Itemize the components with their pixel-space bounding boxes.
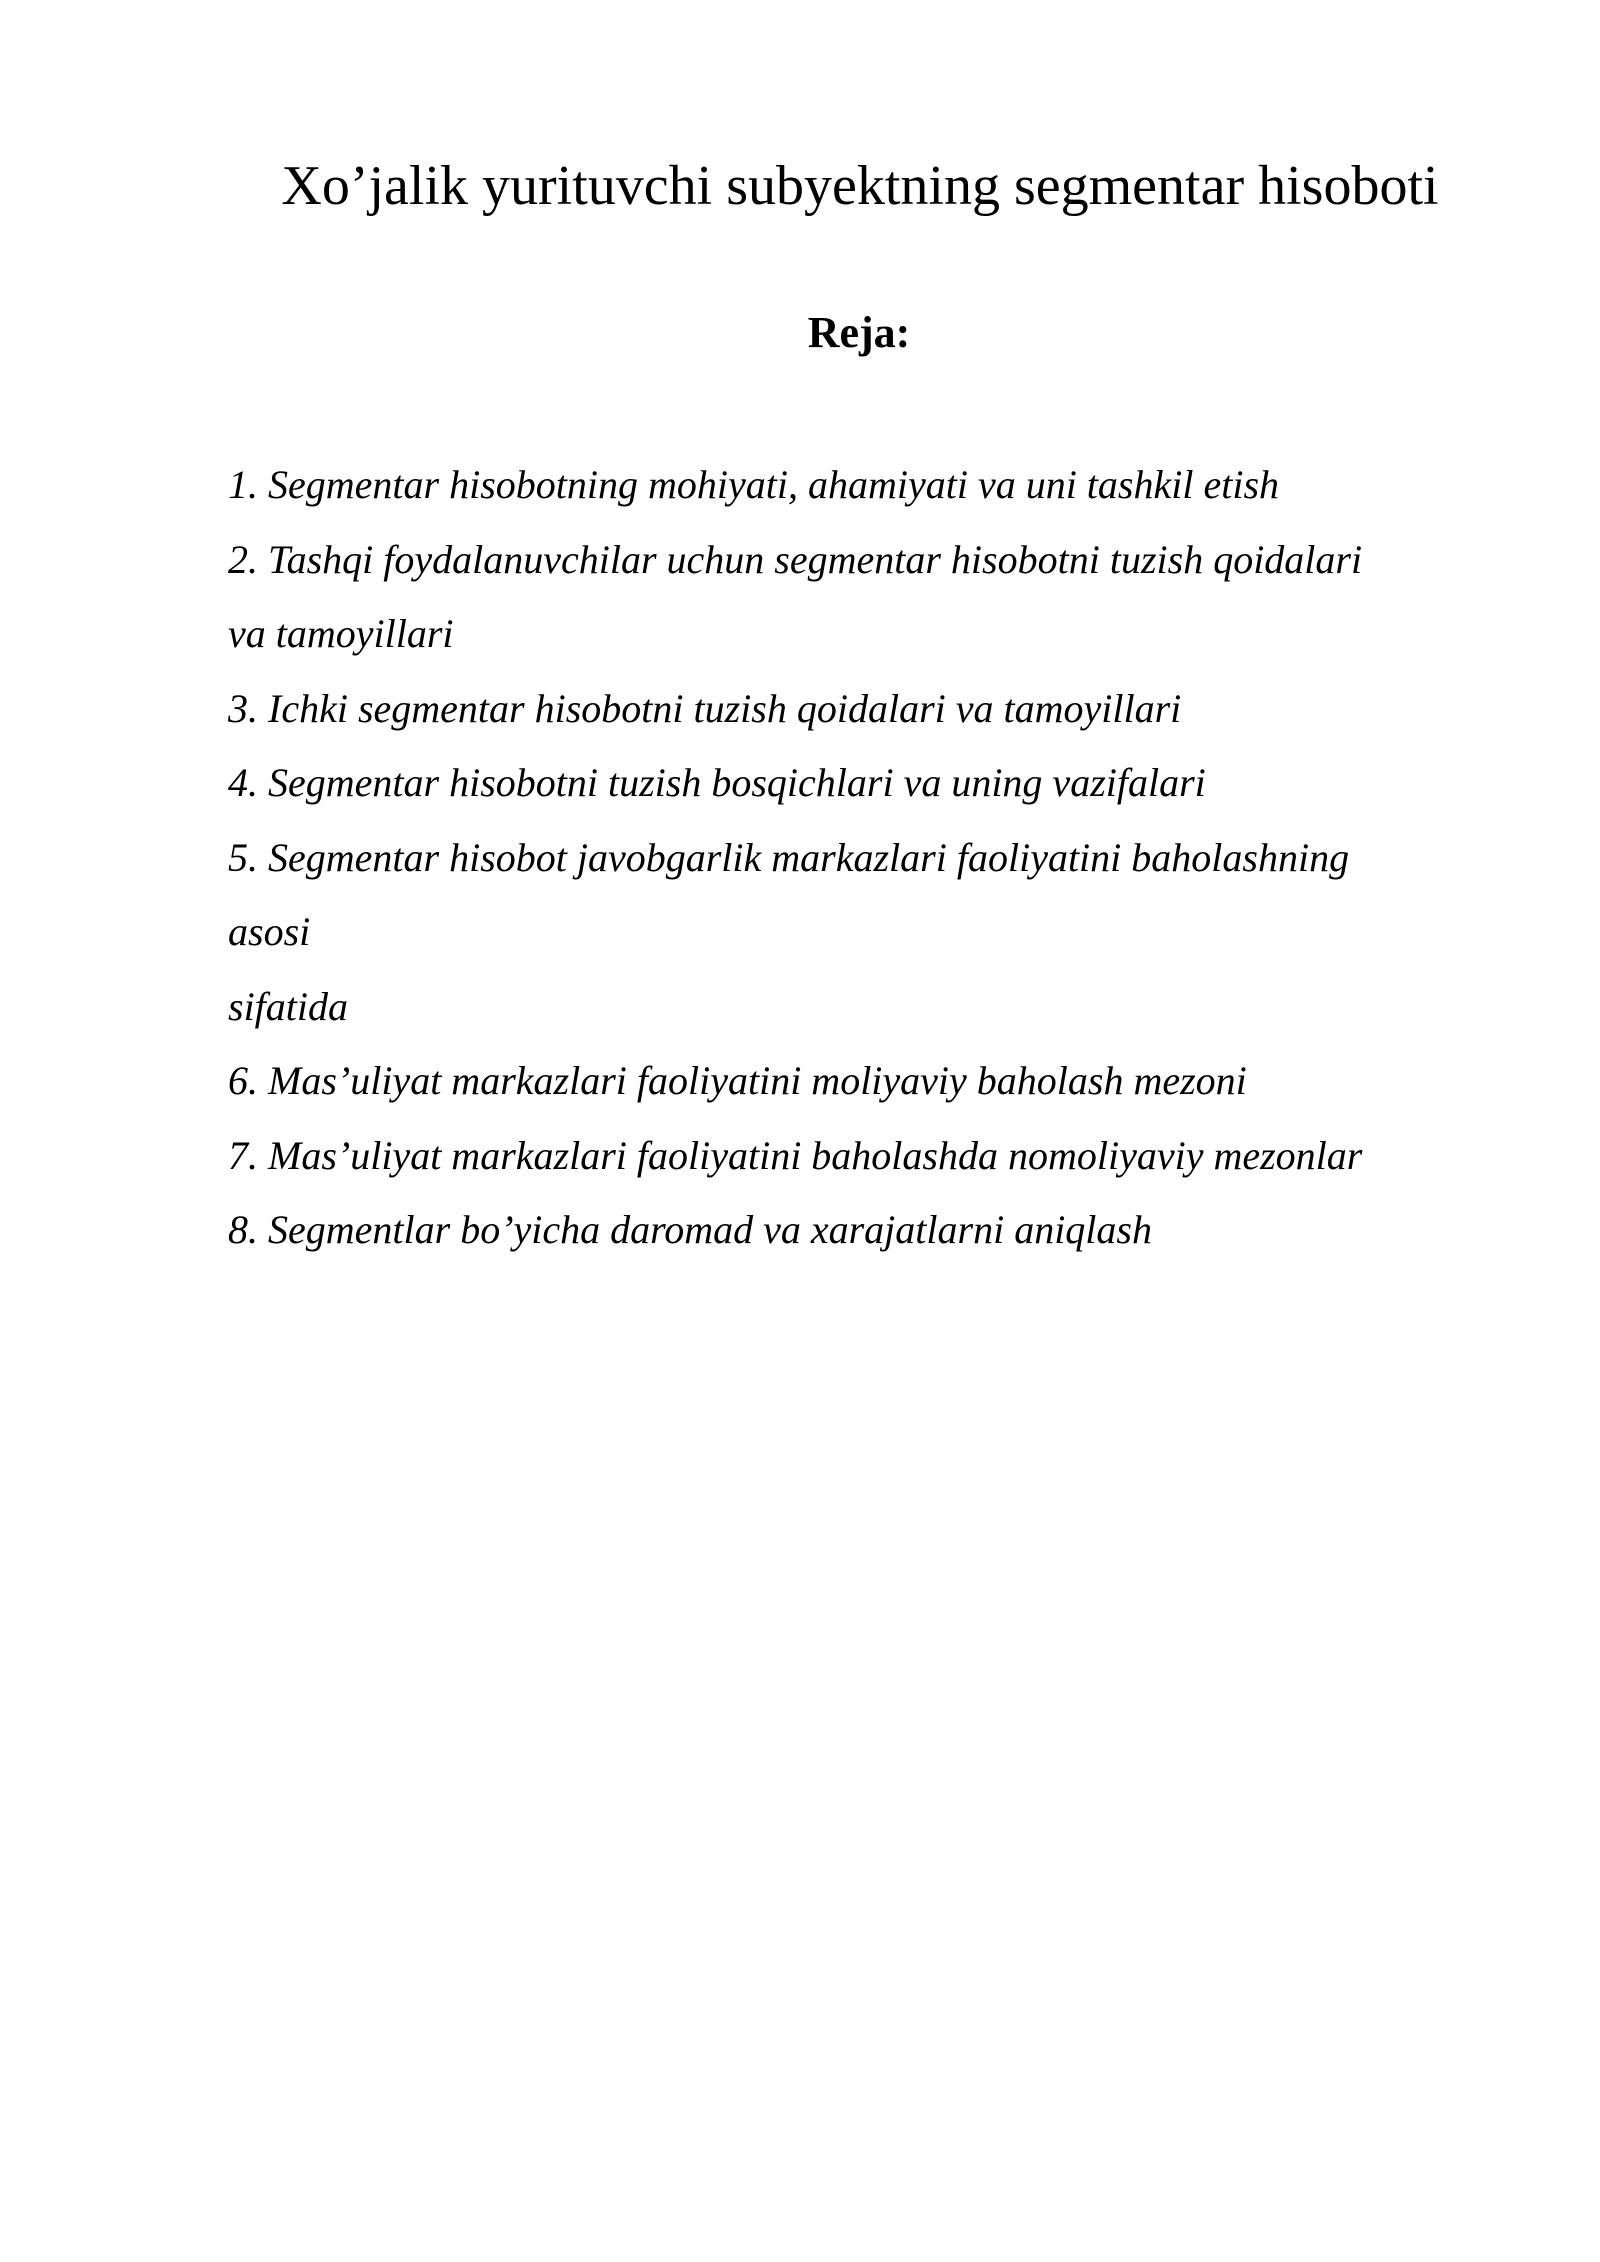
plan-line: 4. Segmentar hisobotni tuzish bosqichlari va uning vazifalari (228, 760, 1206, 805)
plan-line: sifatida (228, 983, 349, 1029)
plan-line: 2. Tashqi foydalanuvchilar uchun segmentar hisobotni tuzish qoidalari (228, 536, 1363, 582)
plan-line: 7. Mas’uliyat markazlari faoliyatini baholashda nomoliyaviy mezonlar (228, 1132, 1363, 1178)
plan-line: va tamoyillari (228, 611, 454, 656)
plan-heading: Reja: (807, 308, 911, 357)
plan-line: 5. Segmentar hisobot javobgarlik markazlari faoliyatini baholashning (228, 834, 1350, 880)
document-title: Xo’jalik yurituvchi subyektning segmentar hisoboti (281, 155, 1439, 217)
plan-list (228, 448, 1528, 1268)
plan-line: 3. Ichki segmentar hisobotni tuzish qoidalari va tamoyillari (228, 685, 1182, 731)
plan-line: 6. Mas’uliyat markazlari faoliyatini moliyaviy baholash mezoni (228, 1058, 1247, 1103)
plan-line: 1. Segmentar hisobotning mohiyati, ahamiyati va uni tashkil etish (228, 462, 1280, 507)
plan-line: 8. Segmentlar bo’yicha daromad va xarajatlarni aniqlash (228, 1207, 1152, 1252)
plan-line: asosi (228, 909, 311, 954)
